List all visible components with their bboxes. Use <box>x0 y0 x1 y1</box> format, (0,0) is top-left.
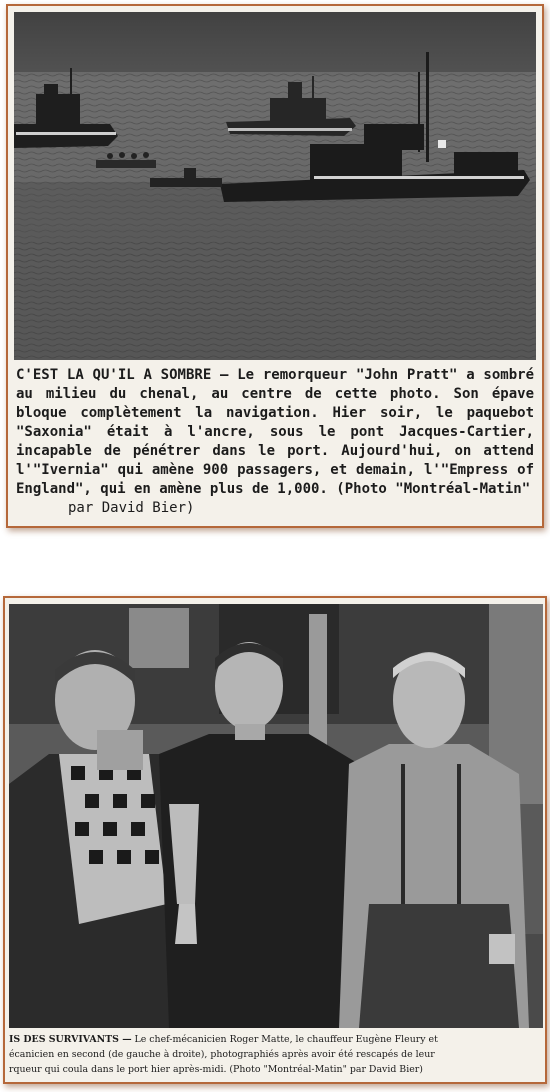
survivors-photo <box>9 604 543 1028</box>
caption-body: Le remorqueur "John Pratt" a sombré au milieu du chenal, au centre de cette photo. Son épave bloque complètement la navigation. Hier soir, le paquebot "Saxonia" était à l'ancre, sous le pont Jacques-Cartier, incapable de pénétrer dans le port. Aujourd'hui, on attend l'"Ivernia" qui amène 900 passagers, et demain, l'"Empress of England", qui en amène plus de 1,000. (Photo "Montréal-Matin" <box>16 367 534 497</box>
caption-line-2: écanicien en second (de gauche à droite), photographiés après avoir été rescapés de leur <box>9 1049 435 1060</box>
newspaper-clipping-survivors <box>3 596 547 1084</box>
newspaper-clipping-tugboats <box>6 4 544 528</box>
caption-headline: C'EST LA QU'IL A SOMBRE — <box>16 367 229 383</box>
caption-line-3: rqueur qui coula dans le port hier après-midi. (Photo "Montréal-Matin" par David Bier) <box>9 1064 423 1075</box>
caption-headline: IS DES SURVIVANTS — <box>9 1034 132 1045</box>
photo-credit: par David Bier) <box>68 500 195 516</box>
caption-survivors <box>9 1032 539 1077</box>
caption-tugboats <box>16 366 534 518</box>
tugboats-photo <box>14 12 536 360</box>
caption-line-1: Le chef-mécanicien Roger Matte, le chauffeur Eugène Fleury et <box>131 1034 438 1045</box>
